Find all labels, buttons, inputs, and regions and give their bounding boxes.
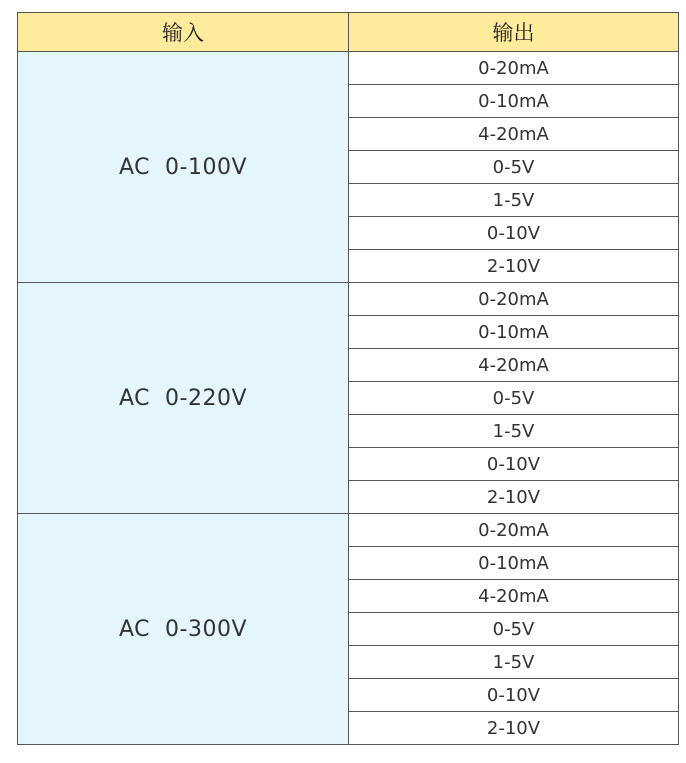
table-body [18, 52, 679, 745]
table-row [18, 52, 679, 85]
input-range-cell: AC 0-300V [18, 514, 349, 745]
output-range-cell: 1-5V [349, 415, 679, 448]
output-range-cell: 0-5V [349, 151, 679, 184]
output-range-cell: 0-20mA [349, 52, 679, 85]
output-range-cell: 4-20mA [349, 118, 679, 151]
table-row [18, 514, 679, 547]
output-range-cell: 2-10V [349, 712, 679, 745]
output-range-cell: 4-20mA [349, 349, 679, 382]
output-range-cell: 1-5V [349, 184, 679, 217]
header-input: 输入 [18, 13, 349, 52]
output-range-cell: 0-10mA [349, 547, 679, 580]
header-row [18, 13, 679, 52]
output-range-cell: 0-10mA [349, 316, 679, 349]
input-range-cell: AC 0-220V [18, 283, 349, 514]
output-range-cell: 0-20mA [349, 514, 679, 547]
output-range-cell: 2-10V [349, 481, 679, 514]
output-range-cell: 0-10V [349, 448, 679, 481]
input-range-cell: AC 0-100V [18, 52, 349, 283]
output-range-cell: 4-20mA [349, 580, 679, 613]
output-range-cell: 0-20mA [349, 283, 679, 316]
output-range-cell: 0-10mA [349, 85, 679, 118]
header-output: 输出 [349, 13, 679, 52]
table-row [18, 283, 679, 316]
output-range-cell: 0-5V [349, 382, 679, 415]
output-range-cell: 2-10V [349, 250, 679, 283]
output-range-cell: 0-10V [349, 679, 679, 712]
output-range-cell: 0-10V [349, 217, 679, 250]
output-range-cell: 1-5V [349, 646, 679, 679]
output-range-cell: 0-5V [349, 613, 679, 646]
spec-table [17, 12, 679, 745]
